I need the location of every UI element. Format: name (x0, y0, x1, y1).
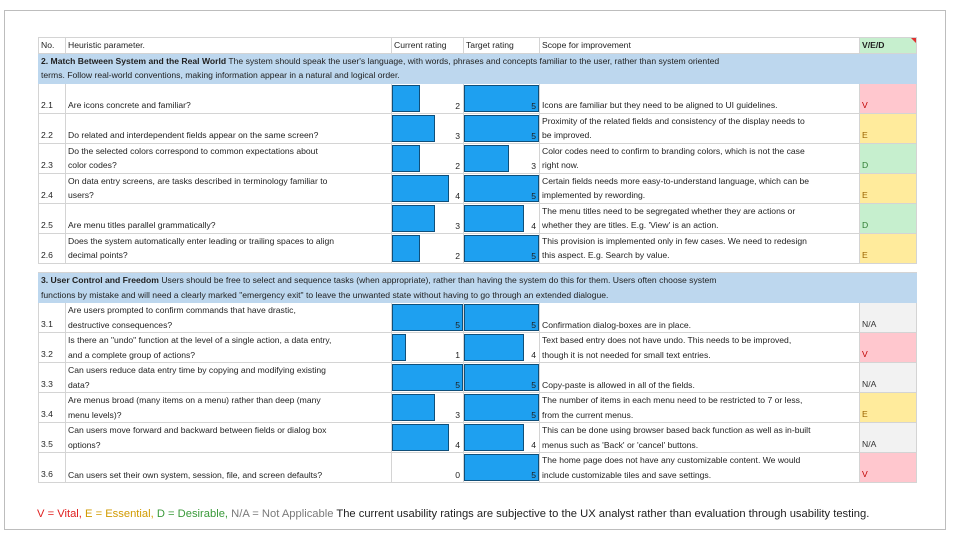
ved-category: D (860, 143, 917, 173)
scope-line2: Copy-paste is allowed in all of the fields. (542, 379, 695, 390)
section-3-header (39, 272, 917, 302)
target-rating-bar (464, 115, 539, 142)
target-rating-value: 5 (531, 410, 536, 421)
legend-essential: E = Essential, (85, 508, 154, 520)
target-rating-bar (464, 85, 539, 112)
target-rating-value: 4 (531, 220, 536, 231)
row-number: 2.4 (39, 173, 66, 203)
legend-not-applicable: N/A = Not Applicable (231, 508, 334, 520)
ved-category: V (860, 333, 917, 363)
table-row (39, 203, 917, 233)
section-2-desc-line2: terms. Follow real-world conventions, making information appear in a natural and logical order. (41, 70, 400, 81)
heuristic-question (66, 113, 392, 143)
current-rating-value: 3 (455, 410, 460, 421)
table-row (39, 423, 917, 453)
current-rating-value: 3 (455, 130, 460, 141)
current-rating-bar-cell (392, 363, 464, 393)
question-line2: Can users set their own system, session, file, and screen defaults? (68, 469, 323, 480)
target-rating-value: 5 (531, 320, 536, 331)
scope-line1: Text based entry does not have undo. This needs to be improved, (542, 335, 792, 346)
col-header-ved: V/E/D (860, 38, 917, 54)
current-rating-value: 2 (455, 160, 460, 171)
scope-line2: right now. (542, 160, 579, 171)
improvement-scope (540, 203, 860, 233)
current-rating-value: 2 (455, 250, 460, 261)
spacer-row (39, 263, 917, 272)
improvement-scope (540, 363, 860, 393)
current-rating-bar (392, 145, 420, 172)
section-2-description (39, 53, 917, 83)
heuristic-question (66, 173, 392, 203)
target-rating-bar (464, 175, 539, 202)
spacer-cell (860, 263, 917, 272)
ved-category: N/A (860, 363, 917, 393)
question-line1: Are icons concrete and familiar? (68, 100, 191, 111)
current-rating-value: 2 (455, 100, 460, 111)
row-number: 2.3 (39, 143, 66, 173)
scope-line2: menus such as 'Back' or 'cancel' buttons. (542, 439, 699, 450)
section-3-description (39, 272, 917, 302)
current-rating-bar (392, 235, 420, 262)
current-rating-bar-cell (392, 233, 464, 263)
target-rating-bar-cell (464, 393, 540, 423)
target-rating-bar (464, 304, 539, 331)
target-rating-bar-cell (464, 453, 540, 483)
section-3-title: 3. User Control and Freedom (41, 274, 159, 285)
target-rating-bar (464, 394, 539, 421)
current-rating-bar-cell (392, 83, 464, 113)
target-rating-bar-cell (464, 363, 540, 393)
legend-vital: V = Vital, (37, 508, 82, 520)
improvement-scope (540, 423, 860, 453)
current-rating-bar (392, 424, 449, 451)
current-rating-bar (392, 364, 463, 391)
current-rating-bar (392, 334, 406, 361)
table-row (39, 113, 917, 143)
question-line1: On data entry screens, are tasks described in terminology familiar to (68, 175, 328, 186)
scope-line1: The home page does not have any customizable content. We would (542, 455, 801, 466)
section-2-desc-line1: The system should speak the user's language, with words, phrases and concepts familiar to the user, rather than system oriented (226, 55, 720, 66)
target-rating-bar-cell (464, 203, 540, 233)
row-number: 3.5 (39, 423, 66, 453)
target-rating-bar-cell (464, 303, 540, 333)
scope-line2: whether they are titles. E.g. 'View' is an action. (542, 220, 719, 231)
target-rating-value: 5 (531, 190, 536, 201)
spacer-cell (39, 263, 66, 272)
row-number: 3.4 (39, 393, 66, 423)
current-rating-bar (392, 394, 435, 421)
ved-category: V (860, 83, 917, 113)
section-3-desc-line2: functions by mistake and will need a clearly marked "emergency exit" to leave the unwanted state without having to go through an extended dialogue. (41, 289, 609, 300)
current-rating-bar-cell (392, 303, 464, 333)
improvement-scope (540, 303, 860, 333)
ved-category: D (860, 203, 917, 233)
target-rating-bar (464, 235, 539, 262)
target-rating-bar-cell (464, 173, 540, 203)
question-line2: options? (68, 439, 101, 450)
table-row (39, 303, 917, 333)
row-number: 2.1 (39, 83, 66, 113)
heuristic-question (66, 143, 392, 173)
current-rating-value: 5 (455, 380, 460, 391)
row-number: 3.6 (39, 453, 66, 483)
row-number: 2.5 (39, 203, 66, 233)
table-row (39, 393, 917, 423)
table-row (39, 333, 917, 363)
scope-line2: from the current menus. (542, 409, 634, 420)
legend-note: The current usability ratings are subjective to the UX analyst rather than evaluation through usability testing. (336, 508, 870, 520)
scope-line1: The menu titles need to be segregated whether they are actions or (542, 205, 796, 216)
current-rating-value: 1 (455, 350, 460, 361)
improvement-scope (540, 453, 860, 483)
current-rating-value: 3 (455, 220, 460, 231)
current-rating-bar-cell (392, 173, 464, 203)
target-rating-value: 5 (531, 130, 536, 141)
target-rating-bar (464, 205, 524, 232)
current-rating-bar (392, 115, 435, 142)
heuristic-question (66, 453, 392, 483)
spacer-cell (66, 263, 392, 272)
current-rating-bar-cell (392, 333, 464, 363)
ved-category: N/A (860, 303, 917, 333)
scope-line2: Icons are familiar but they need to be aligned to UI guidelines. (542, 100, 778, 111)
scope-line1: Proximity of the related fields and consistency of the display needs to (542, 115, 805, 126)
scope-line2: be improved. (542, 130, 592, 141)
header-row (39, 38, 917, 54)
spacer-cell (540, 263, 860, 272)
target-rating-bar-cell (464, 113, 540, 143)
target-rating-value: 5 (531, 100, 536, 111)
question-line1: Can users reduce data entry time by copying and modifying existing (68, 365, 326, 376)
col-header-current: Current rating (392, 38, 464, 54)
table-row (39, 453, 917, 483)
improvement-scope (540, 233, 860, 263)
ved-category: E (860, 233, 917, 263)
row-number: 2.2 (39, 113, 66, 143)
question-line1: Are users prompted to confirm commands that have drastic, (68, 305, 296, 316)
question-line2: data? (68, 379, 90, 390)
current-rating-bar-cell (392, 113, 464, 143)
question-line2: menu levels)? (68, 409, 122, 420)
row-number: 3.1 (39, 303, 66, 333)
target-rating-value: 5 (531, 250, 536, 261)
improvement-scope (540, 393, 860, 423)
col-header-no: No. (39, 38, 66, 54)
current-rating-bar-cell (392, 453, 464, 483)
question-line1: Is there an "undo" function at the level of a single action, a data entry, (68, 335, 332, 346)
target-rating-bar (464, 454, 539, 481)
section-2-header (39, 53, 917, 83)
current-rating-value: 4 (455, 440, 460, 451)
scope-line2: though it is not needed for small text entries. (542, 349, 711, 360)
scope-line1: This can be done using browser based back function as well as in-built (542, 425, 811, 436)
target-rating-value: 4 (531, 350, 536, 361)
target-rating-bar-cell (464, 143, 540, 173)
row-number: 3.3 (39, 363, 66, 393)
question-line1: Are menus broad (many items on a menu) rather than deep (many (68, 395, 321, 406)
current-rating-bar (392, 175, 449, 202)
target-rating-bar-cell (464, 333, 540, 363)
table-row (39, 83, 917, 113)
spacer-cell (392, 263, 464, 272)
current-rating-bar (392, 85, 420, 112)
scope-line2: this aspect. E.g. Search by value. (542, 250, 670, 261)
improvement-scope (540, 83, 860, 113)
target-rating-bar (464, 364, 539, 391)
target-rating-bar (464, 424, 524, 451)
heuristic-question (66, 233, 392, 263)
scope-line1: The number of items in each menu need to be restricted to 7 or less, (542, 395, 803, 406)
target-rating-bar-cell (464, 423, 540, 453)
target-rating-value: 4 (531, 440, 536, 451)
heuristic-question (66, 363, 392, 393)
current-rating-bar-cell (392, 143, 464, 173)
current-rating-bar-cell (392, 203, 464, 233)
target-rating-value: 5 (531, 380, 536, 391)
heuristic-table (38, 37, 917, 483)
question-line2: decimal points? (68, 250, 128, 261)
scope-line1: This provision is implemented only in few cases. We need to redesign (542, 235, 807, 246)
improvement-scope (540, 173, 860, 203)
target-rating-value: 3 (531, 160, 536, 171)
heuristic-question (66, 423, 392, 453)
scope-line2: include customizable tiles and save settings. (542, 469, 712, 480)
current-rating-bar (392, 205, 435, 232)
current-rating-value: 4 (455, 190, 460, 201)
question-line2: Are menu titles parallel grammatically? (68, 220, 216, 231)
heuristic-question (66, 333, 392, 363)
ved-category: E (860, 113, 917, 143)
question-line2: color codes? (68, 160, 117, 171)
improvement-scope (540, 333, 860, 363)
row-number: 3.2 (39, 333, 66, 363)
question-line2: and a complete group of actions? (68, 349, 196, 360)
heuristic-question (66, 393, 392, 423)
ved-category: E (860, 393, 917, 423)
current-rating-bar-cell (392, 423, 464, 453)
scope-line2: Confirmation dialog-boxes are in place. (542, 319, 692, 330)
heuristic-question (66, 203, 392, 233)
target-rating-bar (464, 334, 524, 361)
heuristic-question (66, 303, 392, 333)
heuristic-question (66, 83, 392, 113)
target-rating-value: 5 (531, 470, 536, 481)
question-line2: Do related and interdependent fields appear on the same screen? (68, 130, 319, 141)
table-row (39, 233, 917, 263)
target-rating-bar-cell (464, 233, 540, 263)
question-line1: Do the selected colors correspond to common expectations about (68, 145, 318, 156)
table-row (39, 143, 917, 173)
row-number: 2.6 (39, 233, 66, 263)
target-rating-bar (464, 145, 509, 172)
question-line1: Can users move forward and backward between fields or dialog box (68, 425, 327, 436)
current-rating-value: 5 (455, 320, 460, 331)
comment-indicator-icon (911, 38, 916, 43)
current-rating-bar (392, 304, 463, 331)
ved-category: V (860, 453, 917, 483)
question-line2: destructive consequences? (68, 319, 173, 330)
legend-desirable: D = Desirable, (156, 508, 229, 520)
current-rating-bar-cell (392, 393, 464, 423)
scope-line1: Color codes need to confirm to branding colors, which is not the case (542, 145, 805, 156)
table-row (39, 363, 917, 393)
ved-category: E (860, 173, 917, 203)
improvement-scope (540, 143, 860, 173)
table-row (39, 173, 917, 203)
col-header-target: Target rating (464, 38, 540, 54)
question-line1: Does the system automatically enter leading or trailing spaces to align (68, 235, 335, 246)
target-rating-bar-cell (464, 83, 540, 113)
col-header-scope: Scope for improvement (540, 38, 860, 54)
legend (37, 508, 869, 520)
section-2-title: 2. Match Between System and the Real World (41, 55, 227, 66)
ved-category: N/A (860, 423, 917, 453)
question-line2: users? (68, 190, 94, 201)
spacer-cell (464, 263, 540, 272)
scope-line1: Certain fields needs more easy-to-understand language, which can be (542, 175, 810, 186)
current-rating-value: 0 (455, 470, 460, 481)
section-3-desc-line1: Users should be free to select and sequence tasks (when appropriate), rather than having the system do this for them. Users often choose system (158, 274, 717, 285)
improvement-scope (540, 113, 860, 143)
scope-line2: implemented by rewording. (542, 190, 646, 201)
col-header-param: Heuristic parameter. (66, 38, 392, 54)
